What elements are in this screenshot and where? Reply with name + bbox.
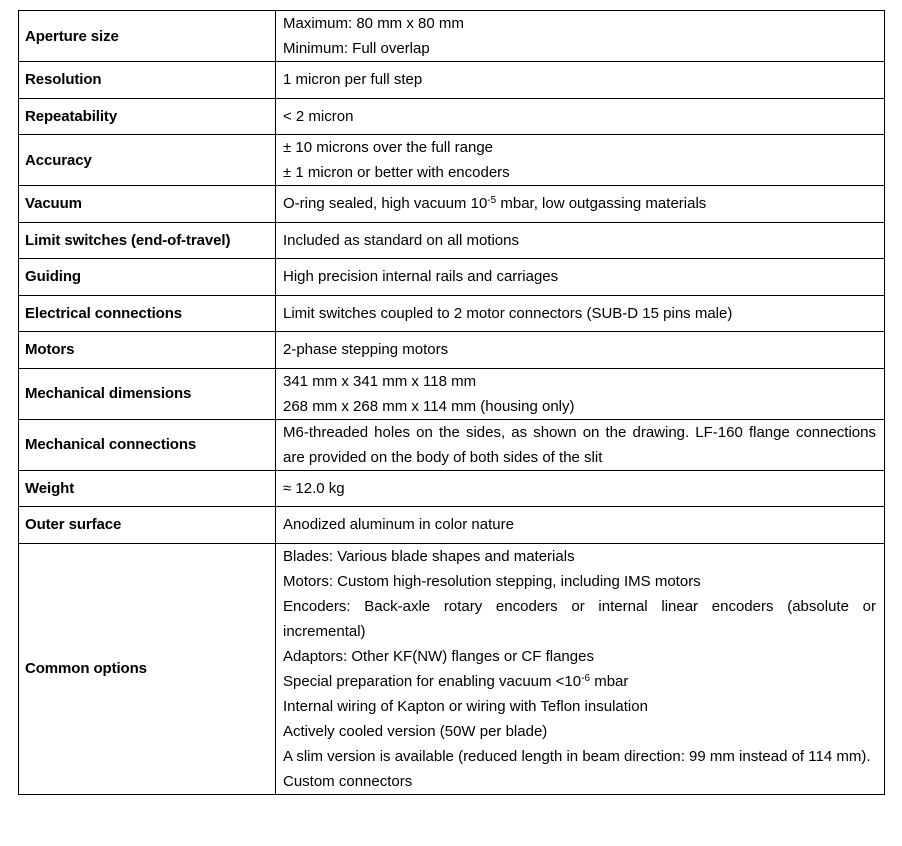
spec-row [19, 295, 885, 332]
spec-value [276, 186, 885, 223]
spec-row [19, 135, 885, 186]
spec-value [276, 259, 885, 296]
spec-value-line: Internal wiring of Kapton or wiring with Teflon insulation [283, 697, 648, 715]
spec-label: Vacuum [19, 186, 276, 223]
spec-row [19, 222, 885, 259]
specification-table [18, 10, 885, 795]
spec-value [276, 295, 885, 332]
spec-row [19, 507, 885, 544]
spec-row [19, 186, 885, 223]
spec-value [276, 98, 885, 135]
spec-value-line: Motors: Custom high-resolution stepping, including IMS motors [283, 572, 701, 590]
spec-value-line: Included as standard on all motions [283, 231, 519, 249]
spec-value-line: Encoders: Back-axle rotary encoders or internal linear encoders (absolute or incremental) [283, 597, 876, 640]
spec-value-line: ≈ 12.0 kg [283, 479, 345, 497]
spec-value-line: Minimum: Full overlap [283, 40, 430, 57]
spec-label: Electrical connections [19, 295, 276, 332]
spec-value-line: High precision internal rails and carriages [283, 268, 559, 286]
spec-value-line: Limit switches coupled to 2 motor connectors (SUB-D 15 pins male) [283, 304, 733, 322]
spec-value-line: M6-threaded holes on the sides, as shown on the drawing. LF-160 flange connections are provided on the body of both sides of the slit [283, 423, 876, 466]
spec-value-line: A slim version is available (reduced length in beam direction: 99 mm instead of 114 mm). [283, 747, 871, 765]
spec-value-line: Anodized aluminum in color nature [283, 516, 514, 534]
superscript-exponent: -6 [581, 672, 591, 684]
spec-row [19, 259, 885, 296]
spec-value-line: Maximum: 80 mm x 80 mm [283, 15, 464, 32]
spec-value [276, 332, 885, 369]
spec-label: Accuracy [19, 135, 276, 186]
spec-value-line: < 2 micron [283, 107, 354, 125]
spec-row [19, 98, 885, 135]
spec-value [276, 222, 885, 259]
spec-row [19, 368, 885, 419]
spec-value [276, 543, 885, 794]
spec-value [276, 470, 885, 507]
spec-value-line: 268 mm x 268 mm x 114 mm (housing only) [283, 397, 575, 415]
spec-label: Mechanical connections [19, 419, 276, 470]
spec-value [276, 368, 885, 419]
spec-row [19, 470, 885, 507]
spec-value-line: Adaptors: Other KF(NW) flanges or CF flanges [283, 647, 594, 665]
spec-label: Motors [19, 332, 276, 369]
spec-row [19, 11, 885, 62]
spec-value-line: ± 10 microns over the full range [283, 139, 493, 156]
spec-label: Repeatability [19, 98, 276, 135]
spec-value [276, 507, 885, 544]
spec-label: Mechanical dimensions [19, 368, 276, 419]
spec-value-line: Custom connectors [283, 772, 413, 790]
superscript-exponent: -5 [487, 195, 497, 207]
spec-label: Weight [19, 470, 276, 507]
spec-value-line: 1 micron per full step [283, 71, 423, 89]
spec-label: Guiding [19, 259, 276, 296]
spec-table-container [18, 10, 885, 795]
spec-value-line: Actively cooled version (50W per blade) [283, 722, 548, 740]
spec-row [19, 543, 885, 794]
spec-value [276, 11, 885, 62]
spec-row [19, 419, 885, 470]
spec-value-line: ± 1 micron or better with encoders [283, 164, 510, 181]
spec-value-line: O-ring sealed, high vacuum $10^{-5}$ mbar, low outgassing materials [283, 195, 707, 213]
spec-row [19, 62, 885, 99]
spec-value-line: Special preparation for enabling vacuum $<10^{-6}$ mbar [283, 672, 629, 690]
spec-row [19, 332, 885, 369]
spec-label: Common options [19, 543, 276, 794]
spec-value [276, 62, 885, 99]
spec-value-line: Blades: Various blade shapes and materials [283, 547, 575, 565]
spec-label: Limit switches (end-of-travel) [19, 222, 276, 259]
spec-label: Resolution [19, 62, 276, 99]
spec-value-line: 2-phase stepping motors [283, 341, 449, 359]
spec-value [276, 419, 885, 470]
spec-value [276, 135, 885, 186]
spec-label: Aperture size [19, 11, 276, 62]
spec-value-line: 341 mm x 341 mm x 118 mm [283, 372, 477, 390]
spec-table-body [19, 11, 885, 795]
spec-label: Outer surface [19, 507, 276, 544]
